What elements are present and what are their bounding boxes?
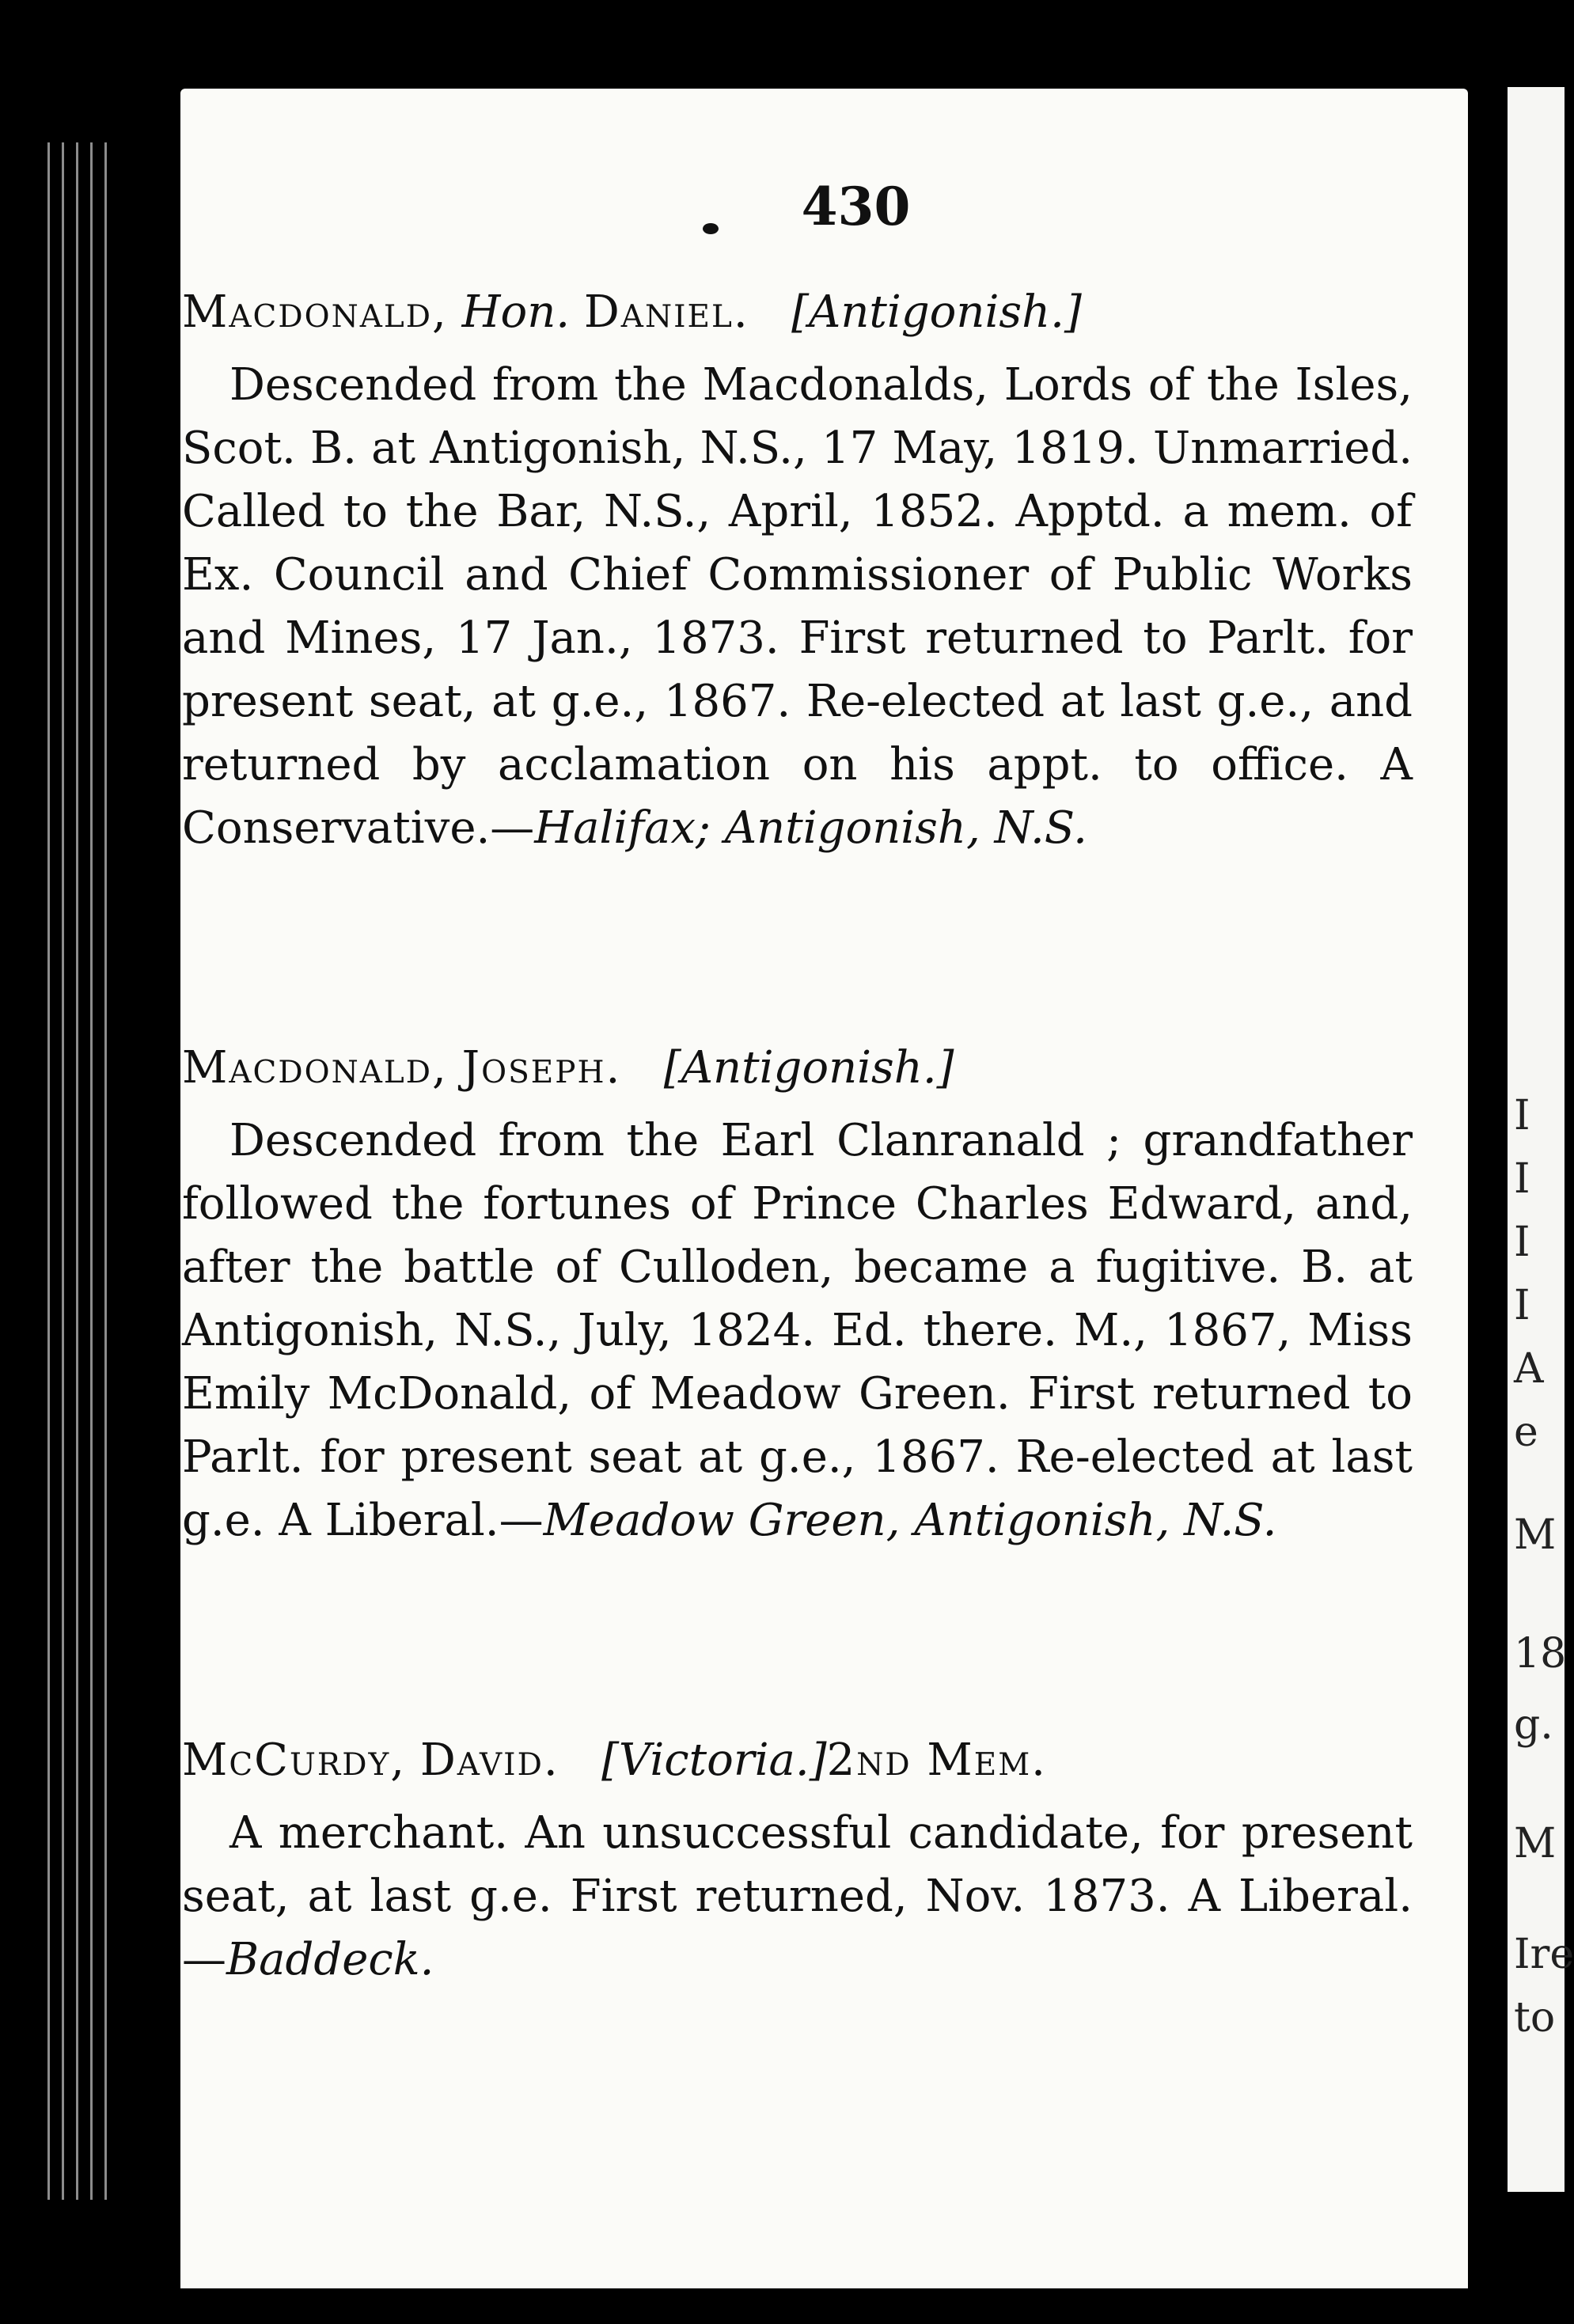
given-name: David. — [419, 1734, 559, 1786]
given-name: Joseph. — [461, 1042, 622, 1094]
fragment: g. — [1514, 1701, 1553, 1749]
entry-address: Baddeck. — [226, 1934, 434, 1985]
fragment: I — [1514, 1155, 1530, 1203]
entry-text: Descended from the Macdonalds, Lords of the Isles, Scot. B. at Antigonish, N.S., 17 May, 1819. Unmarried. Called to the Bar, N.S., April, 1852. Apptd. a mem. of Ex. Council and Chief Commissioner of Public Works and Mines, 17 Jan., 1873. First returned to Parlt. for present seat, at g.e., 1867. Re-elected at last g.e., and returned by acclamation on his appt. to office. A Conservative.— — [182, 359, 1413, 854]
entry-address: Meadow Green, Antigonish, N.S. — [543, 1495, 1277, 1546]
fragment: A — [1514, 1345, 1544, 1393]
member-designation: 2nd Mem. — [826, 1734, 1047, 1786]
page-number: 430 — [801, 176, 911, 237]
fragment: e — [1514, 1408, 1538, 1456]
given-name: Daniel. — [583, 286, 749, 338]
entry-body — [182, 1802, 1413, 1992]
entry-address: Halifax; Antigonish, N.S. — [534, 802, 1087, 854]
biography-entry — [182, 1037, 1413, 1552]
constituency: [Victoria.] — [601, 1734, 827, 1786]
entry-body — [182, 354, 1413, 860]
fragment: 18 — [1514, 1630, 1567, 1678]
fragment: I — [1514, 1219, 1530, 1266]
constituency: [Antigonish.] — [663, 1042, 954, 1094]
constituency: [Antigonish.] — [791, 286, 1082, 338]
fragment: Ire — [1514, 1931, 1574, 1978]
entry-header — [182, 1729, 1413, 1792]
fragment: M — [1514, 1820, 1557, 1867]
honorific: Hon. — [461, 286, 571, 338]
adjacent-page-edge — [1508, 87, 1574, 2192]
fragment: I — [1514, 1282, 1530, 1329]
surname: Macdonald, — [182, 286, 448, 338]
fragment: M — [1514, 1511, 1557, 1559]
fragment: to — [1514, 1994, 1556, 2042]
biography-entry — [182, 1729, 1413, 1992]
entry-header — [182, 281, 1413, 344]
entry-body — [182, 1109, 1413, 1552]
book-spine-edge — [47, 142, 119, 2200]
entry-header — [182, 1037, 1413, 1100]
biography-entry — [182, 281, 1413, 860]
surname: McCurdy, — [182, 1734, 407, 1786]
fragment: I — [1514, 1092, 1530, 1139]
entry-text: Descended from the Earl Clanranald ; grandfather followed the fortunes of Prince Charles Edward, and, after the battle of Culloden, became a fugitive. B. at Antigonish, N.S., July, 1824. Ed. there. M., 1867, Miss Emily McDonald, of Meadow Green. First returned to Parlt. for present seat at g.e., 1867. Re-elected at last g.e. A Liberal.— — [182, 1115, 1413, 1546]
entry-text: A merchant. An unsuccessful candidate, for present seat, at last g.e. First returned, Nov. 1873. A Liberal.— — [182, 1807, 1413, 1985]
surname: Macdonald, — [182, 1042, 448, 1094]
